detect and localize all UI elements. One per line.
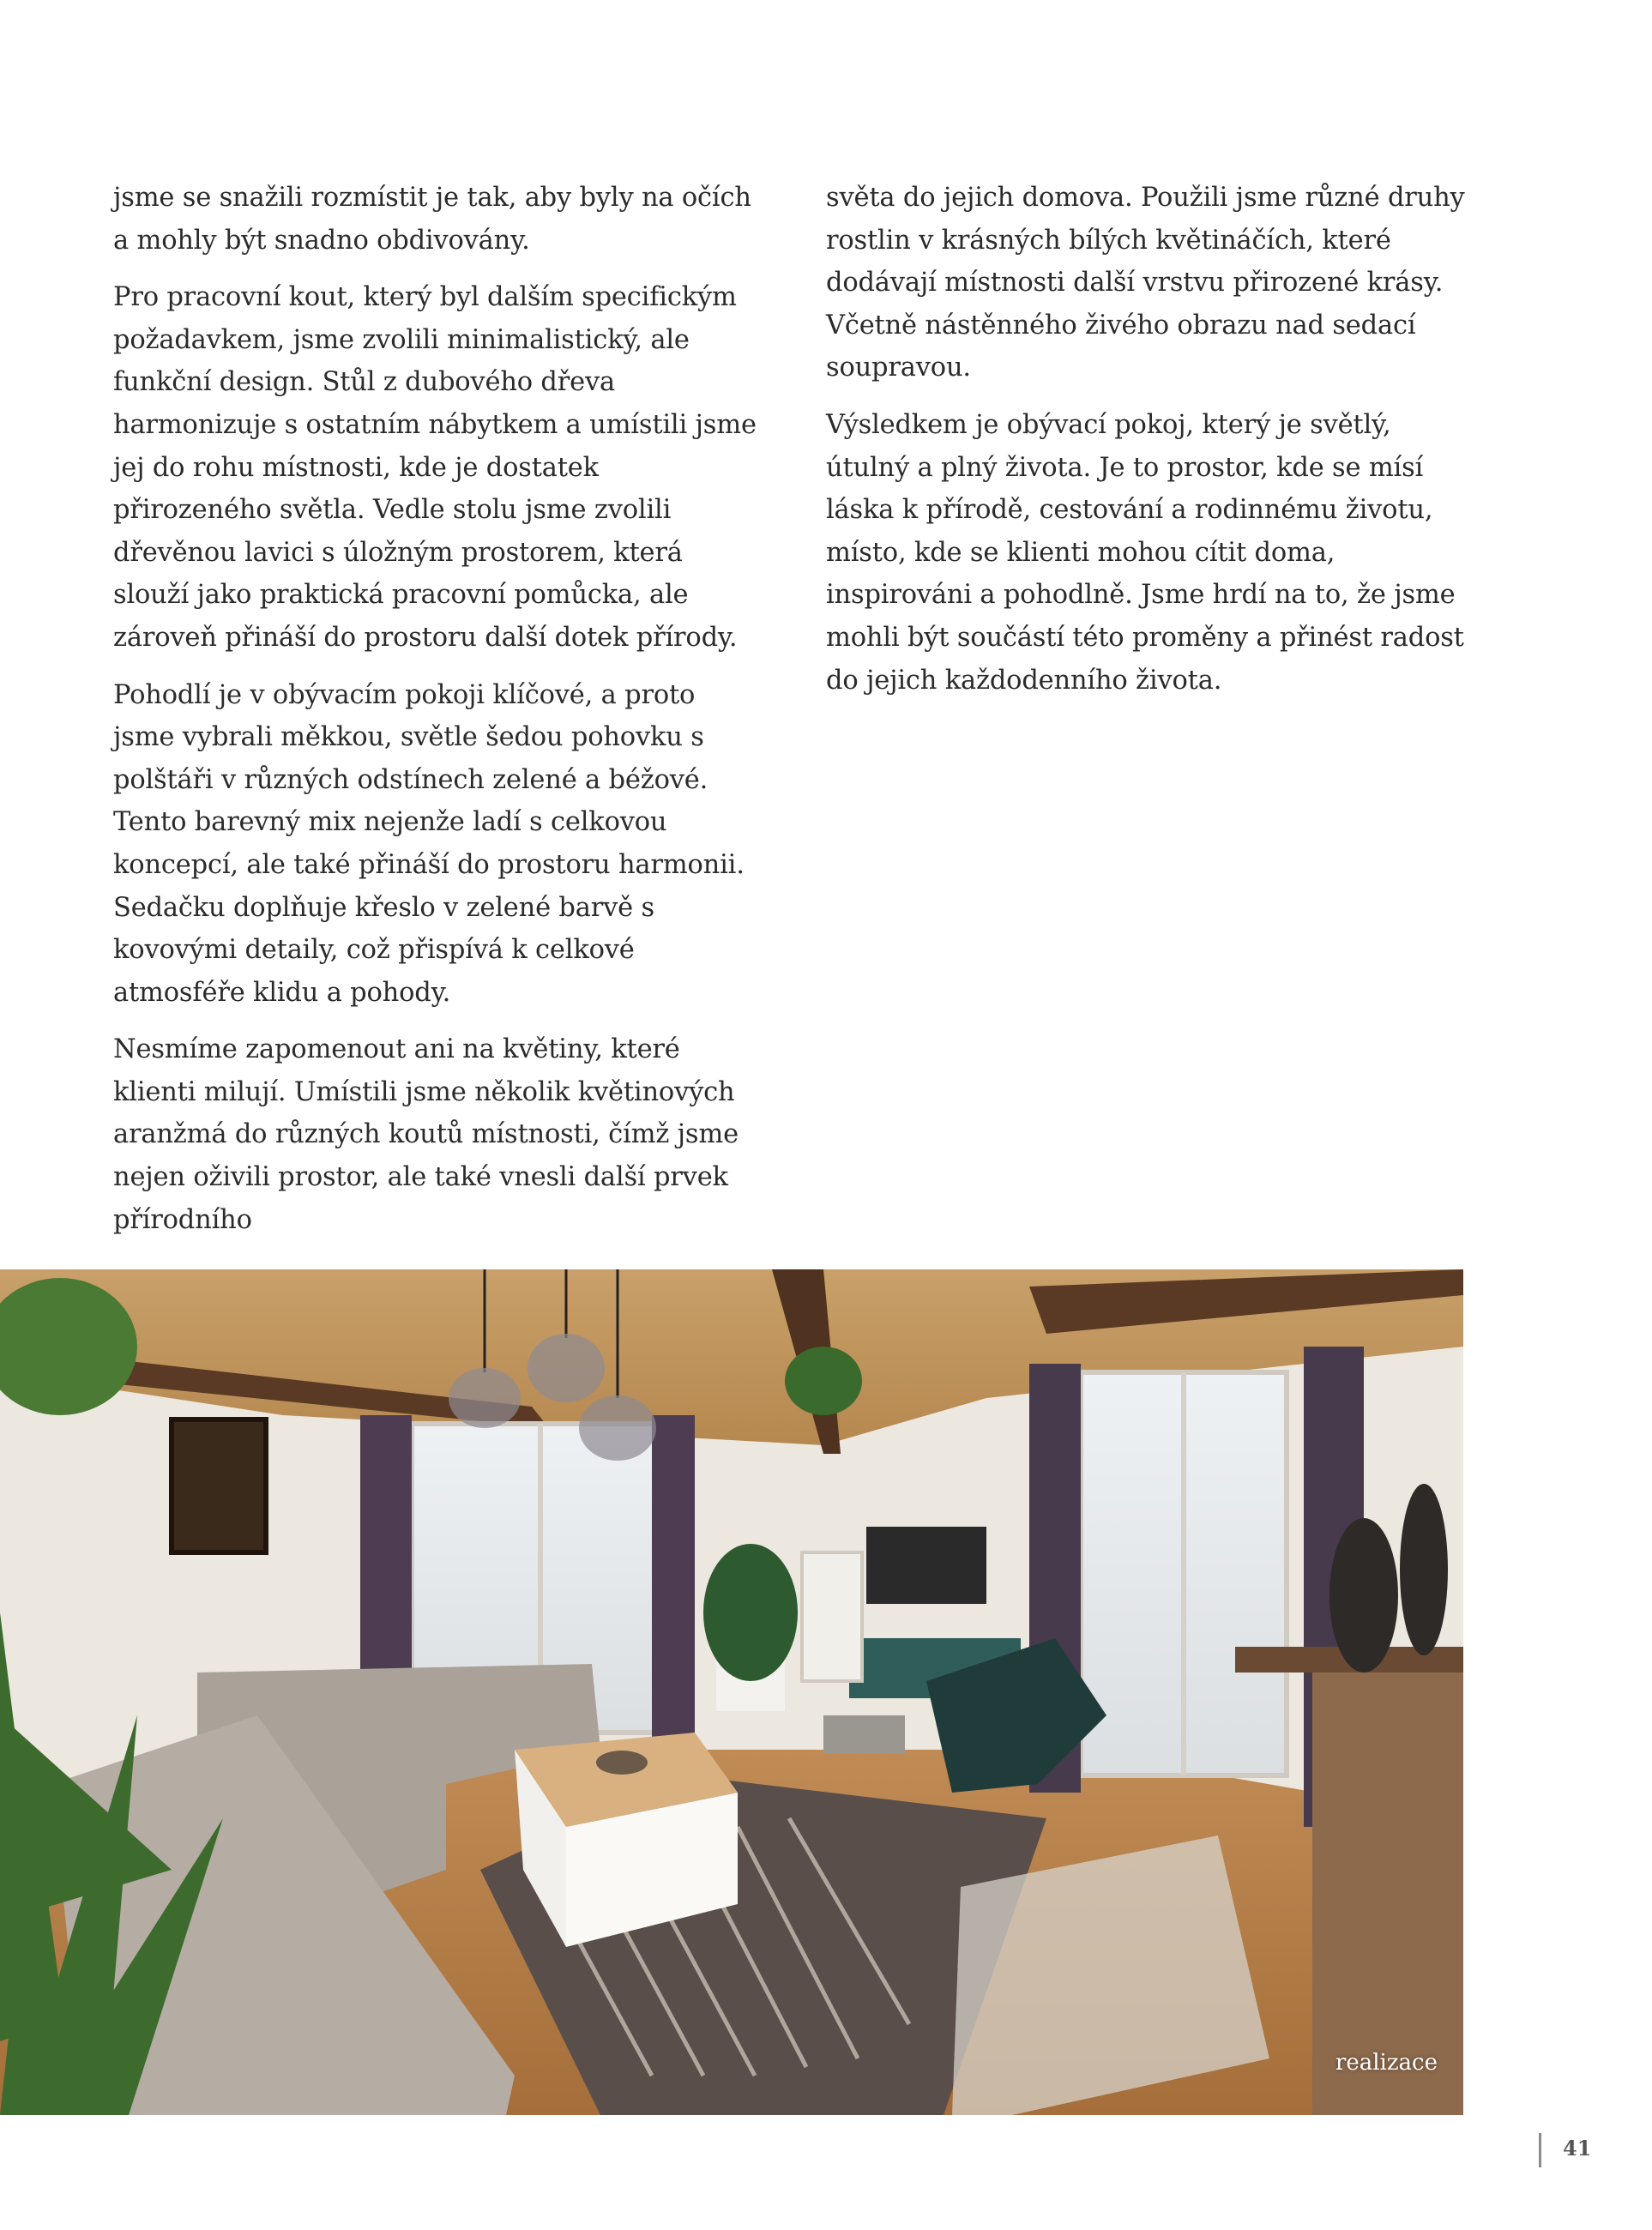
text-column-left [113,177,757,1256]
paragraph: Pro pracovní kout, který byl dalším specifickým požadavkem, jsme zvolili minimalistický, ale funkční design. Stůl z dubového dřeva harmonizuje s ostatním nábytkem a umístili jsme jej do rohu místnosti, kde je dostatek přirozeného světla. Vedle stolu jsme zvolili dřevěnou lavici s úložným prostorem, která slouží jako praktická pracovní pomůcka, ale zároveň přináší do prostoru další dotek přírody. [113,282,757,653]
page-number-divider [1539,2133,1541,2167]
photo-caption: realizace [1335,2050,1438,2076]
paragraph: jsme se snažili rozmístit je tak, aby byly na očích a mohly být snadno obdivovány. [113,183,751,256]
paragraph: Výsledkem je obývací pokoj, který je světlý, útulný a plný života. Je to prostor, kde se mísí láska k přírodě, cestování a rodinnému životu, místo, kde se klienti mohou cítit doma, inspirováni a pohodlně. Jsme hrdí na to, že jsme mohli být součástí této proměny a přinést radost do jejich každodenního života. [826,409,1464,696]
paragraph: Pohodlí je v obývacím pokoji klíčové, a proto jsme vybrali měkkou, světle šedou pohovku s polštáři v různých odstínech zelené a béžové. Tento barevný mix nejenže ladí s celkovou koncepcí, ale také přináší do prostoru harmonii. Sedačku doplňuje křeslo v zelené barvě s kovovými detaily, což přispívá k celkové atmosféře klidu a pohody. [113,679,745,1008]
paragraph: světa do jejich domova. Použili jsme různé druhy rostlin v krásných bílých květináčích, které dodávají místnosti další vrstvu přirozené krásy. Včetně nástěnného živého obrazu nad sedací soupravou. [826,183,1465,383]
paragraph: Nesmíme zapomenout ani na květiny, které klienti milují. Umístili jsme několik květinových aranžmá do různých koutů místnosti, čímž jsme nejen oživili prostor, ale také vnesli další prvek přírodního [113,1034,739,1235]
text-column-right [826,177,1469,716]
living-room-photo [0,1269,1463,2115]
living-room-illustration [0,1269,1463,2115]
page-number: 41 [1563,2136,1592,2161]
